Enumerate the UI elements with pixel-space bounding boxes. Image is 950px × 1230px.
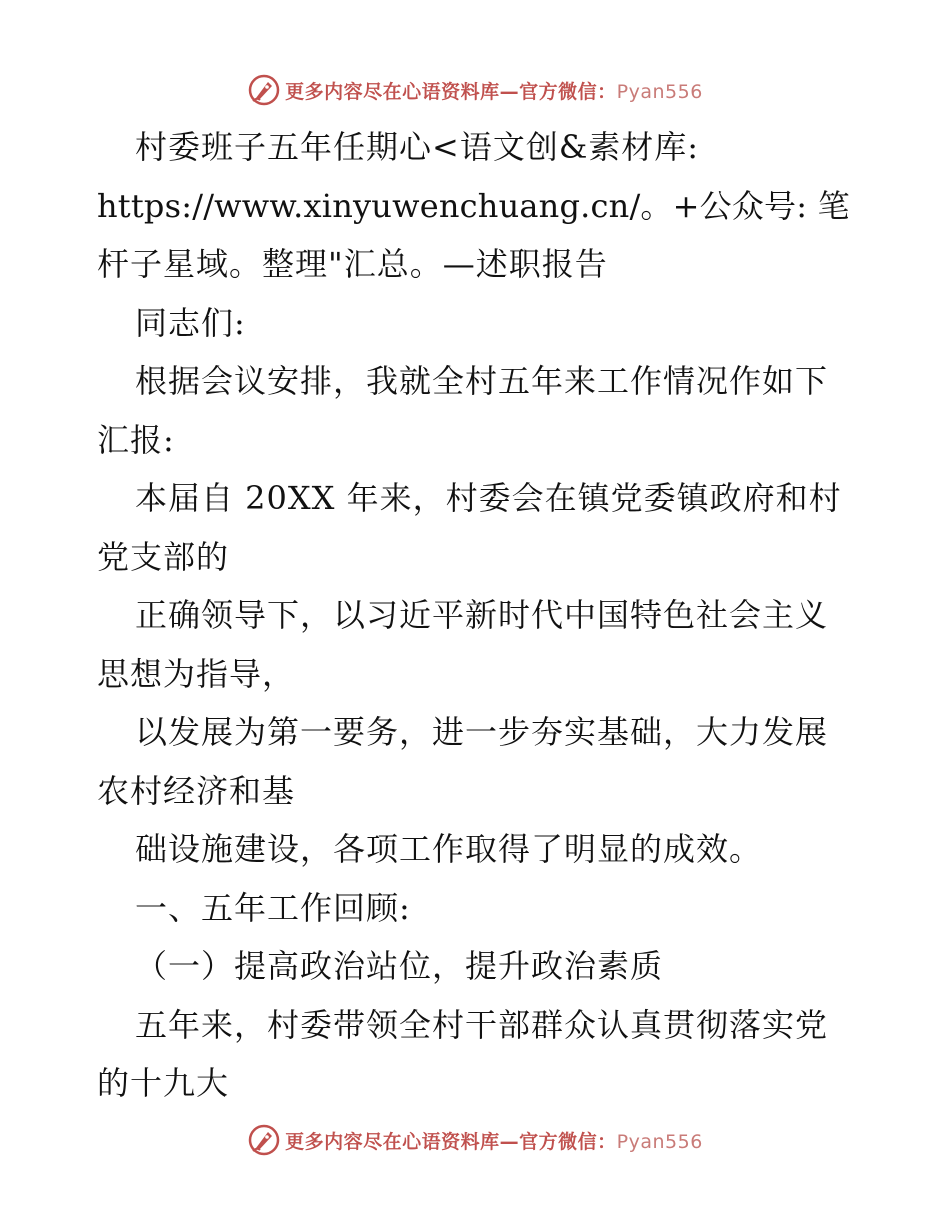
watermark-slogan: 更多内容尽在心语资料库—官方微信：	[285, 1130, 617, 1153]
text-line: https://www.xinyuwenchuang.cn/。+公众号: 笔	[97, 186, 850, 225]
pen-nib-logo-icon	[247, 73, 281, 107]
text-line: 五年来，村委带领全村干部群众认真贯彻落实党	[135, 1005, 829, 1044]
text-line: 础设施建设，各项工作取得了明显的成效。	[135, 830, 763, 868]
document-body	[97, 118, 857, 1113]
text-line: 农村经济和基	[97, 771, 296, 810]
text-line: 同志们:	[135, 303, 246, 342]
text-line: 村委班子五年任期心<语文创&素材库:	[135, 128, 700, 166]
pen-nib-logo-icon	[247, 1123, 281, 1157]
text-line: 杆子星域。整理"汇总。—述职报告	[97, 245, 608, 283]
header-watermark-banner	[0, 70, 950, 110]
text-line: 根据会议安排，我就全村五年来工作情况作如下	[135, 362, 829, 400]
watermark-text	[285, 77, 703, 104]
text-line: 思想为指导，	[97, 654, 296, 693]
text-line: 以发展为第一要务，进一步夯实基础，大力发展	[135, 713, 829, 751]
watermark-wechat-id: Pyan556	[616, 80, 703, 103]
text-line: 本届自 20XX 年来，村委会在镇党委镇政府和村	[135, 479, 842, 517]
text-line: 的十九大	[97, 1064, 230, 1102]
text-line: 党支部的	[97, 537, 230, 576]
watermark-slogan: 更多内容尽在心语资料库—官方微信：	[285, 80, 617, 103]
footer-watermark-banner	[0, 1120, 950, 1160]
watermark-wechat-id: Pyan556	[616, 1130, 703, 1153]
text-line: 正确领导下，以习近平新时代中国特色社会主义	[135, 596, 829, 634]
subsection-heading: （一）提高政治站位，提升政治素质	[135, 947, 664, 985]
watermark-text	[285, 1127, 703, 1154]
section-heading: 一、五年工作回顾:	[135, 888, 411, 927]
text-line: 汇报:	[97, 420, 175, 459]
